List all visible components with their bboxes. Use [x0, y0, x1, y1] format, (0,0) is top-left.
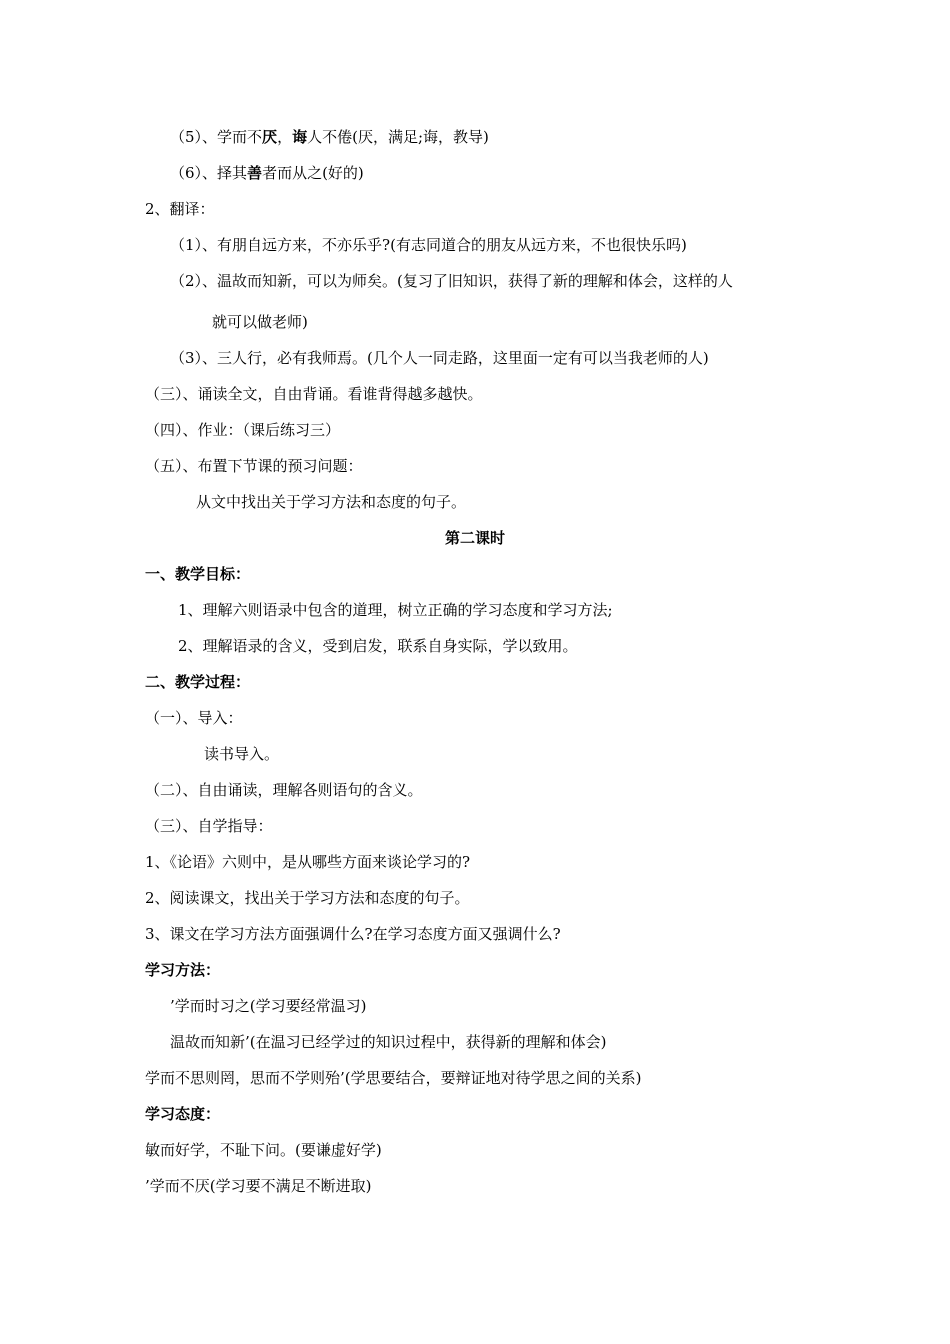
- question-item-3: 3、课文在学习方法方面强调什么?在学习态度方面又强调什么?: [145, 925, 561, 943]
- process-step-reading: （二）、自由诵读，理解各则语句的含义。: [145, 781, 423, 799]
- section-heading-process: 二、教学过程：: [145, 673, 251, 691]
- goal-item-1: 1、理解六则语录中包含的道理，树立正确的学习态度和学习方法;: [178, 601, 613, 619]
- process-step-intro: （一）、导入：: [145, 709, 243, 727]
- bold-keyword: 善: [247, 164, 263, 182]
- bold-keyword: 厌: [262, 128, 278, 146]
- text-segment: 人不倦(厌，满足;诲，教导): [307, 128, 489, 146]
- translation-item-1: （1）、有朋自远方来，不亦乐乎?(有志同道合的朋友从远方来，不也很快乐吗): [170, 236, 687, 254]
- translation-item-2: （2）、温故而知新，可以为师矣。(复习了旧知识，获得了新的理解和体会，这样的人: [170, 272, 733, 290]
- goal-item-2: 2、理解语录的含义，受到启发，联系自身实际，学以致用。: [178, 637, 578, 655]
- bold-keyword: 诲: [292, 128, 308, 146]
- text-segment: （5）、学而不: [170, 128, 263, 146]
- text-line-item-6: [170, 163, 364, 183]
- process-step-self-study: （三）、自学指导：: [145, 817, 273, 835]
- question-item-1: 1、《论语》六则中，是从哪些方面来谈论学习的?: [145, 853, 471, 871]
- method-item-1: ’学而时习之(学习要经常温习): [170, 997, 367, 1015]
- section-heading-translation: 2、翻译：: [145, 200, 215, 218]
- text-line-item-5: [170, 127, 489, 147]
- section-heading-methods: 学习方法：: [145, 961, 221, 979]
- question-item-2: 2、阅读课文，找出关于学习方法和态度的句子。: [145, 889, 470, 907]
- step-preview: （五）、布置下节课的预习问题：: [145, 457, 363, 475]
- step-recite: （三）、诵读全文，自由背诵。看谁背得越多越快。: [145, 385, 483, 403]
- attitude-item-1: 敏而好学，不耻下问。(要谦虚好学): [145, 1141, 382, 1159]
- process-step-intro-detail: 读书导入。: [204, 745, 280, 763]
- translation-item-3: （3）、三人行，必有我师焉。(几个人一同走路，这里面一定有可以当我老师的人): [170, 349, 709, 367]
- attitude-item-2: ’学而不厌(学习要不满足不断进取): [145, 1177, 372, 1195]
- method-item-3: 学而不思则罔，思而不学则殆’(学思要结合，要辩证地对待学思之间的关系): [145, 1069, 642, 1087]
- section-heading-attitude: 学习态度：: [145, 1105, 221, 1123]
- step-homework: （四）、作业：（课后练习三）: [145, 421, 341, 439]
- translation-item-2-continued: 就可以做老师): [212, 313, 308, 331]
- preview-task: 从文中找出关于学习方法和态度的句子。: [196, 493, 467, 511]
- text-segment: （6）、择其: [170, 164, 248, 182]
- method-item-2: 温故而知新’(在温习已经学过的知识过程中，获得新的理解和体会): [170, 1033, 607, 1051]
- text-segment: ，: [277, 128, 293, 146]
- text-segment: 者而从之(好的): [262, 164, 364, 182]
- section-heading-goals: 一、教学目标：: [145, 565, 251, 583]
- lesson-heading: 第二课时: [444, 529, 505, 547]
